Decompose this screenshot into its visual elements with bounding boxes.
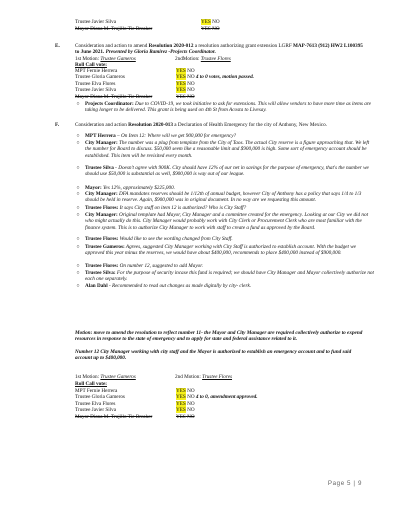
comment-speaker: City Manager:	[85, 212, 118, 218]
roll-call-label: Roll Call vote:	[75, 62, 107, 68]
comment-speaker: Mayor:	[85, 185, 102, 191]
vote-value	[176, 68, 195, 74]
vote-name: Mayor Diana M. Trujillo Tie Breaker	[75, 26, 153, 32]
vote-yes: YES	[176, 400, 186, 407]
bullet: ○	[76, 205, 80, 211]
comment-text: Yes 12%, approximately $225,000.	[101, 185, 175, 191]
comment-item	[85, 283, 375, 289]
vote-name: Mayor Diana M. Trujillo Tie Breaker	[75, 413, 153, 420]
comment-text: On number 12, suggested to add Mayor.	[118, 263, 203, 269]
item-e-text: Consideration and action to amend	[75, 43, 149, 49]
comment-item	[85, 133, 375, 139]
vote-value	[176, 388, 195, 394]
vote-yes: YES	[176, 68, 186, 74]
vote-note: 4 to 0, amendment approved.	[195, 394, 258, 401]
item-e-text: a resolution authorizing grant extension LGRF	[193, 43, 294, 49]
vote-value	[201, 19, 220, 25]
vote-yes: YES	[201, 26, 211, 32]
vote-note: 4 to 0 votes, motion passed.	[195, 74, 254, 81]
vote-no: NO	[212, 19, 220, 25]
comment-text: Agrees, suggested City Manager working with City Staff is authorized to establish account. With the budget we approved this year minus the reserves, we would have about $400,000, recommends to place $400,000 instead of $900,000.	[85, 244, 356, 257]
bullet: ○	[76, 191, 80, 197]
vote-name: MPT Fernie Herrera	[75, 388, 118, 394]
vote-yes: YES	[176, 388, 186, 394]
comment-text: DFA mandates reserves should be 1/12th of annual budget, however City of Anthony has a policy that says 1/4 to 1/3 should be held in reserve. Again, $900,000 was in original document. In no way are we requesting this amount.	[85, 191, 362, 204]
item-e-comment	[85, 101, 375, 114]
motion1-value: Trustee Gameros	[100, 56, 136, 62]
vote-yes: YES	[176, 413, 186, 420]
vote-no: NO	[187, 68, 195, 74]
comment-speaker: Alan Dahl	[85, 283, 108, 289]
item-f-motion2	[175, 374, 232, 380]
bullet: ○	[76, 165, 80, 171]
item-f-letter: F.	[55, 122, 59, 128]
item-e-motion2	[175, 56, 231, 62]
comment-item	[85, 205, 375, 211]
comment-speaker: Trustee Gameros:	[85, 244, 125, 250]
comment-text: – On Item 12: Where will we get 900,000 for emergency?	[115, 133, 237, 139]
vote-yes: YES	[176, 74, 186, 81]
vote-no: NO	[187, 394, 195, 401]
motion-text: Motion: move to amend the resolution to reflect number 11- the Mayor and City Manager are required collectively authorize to expend resources in response to the state of emergency and to apply for state and federal assistance related to it.	[75, 330, 363, 343]
vote-value	[176, 87, 195, 93]
vote-name: MPT Fernie Herrera	[75, 68, 118, 74]
comment-item	[85, 270, 375, 283]
comment-item	[85, 165, 375, 178]
vote-value	[176, 407, 195, 413]
page-number: Page 5 | 9	[327, 480, 362, 487]
vote-value	[176, 74, 254, 80]
motion2-value: Trustee Flores	[202, 374, 233, 380]
vote-no: NO	[187, 413, 195, 420]
vote-value	[176, 81, 195, 87]
vote-no: NO	[187, 400, 195, 407]
comment-speaker: Trustee Silva	[85, 165, 114, 171]
item-f-heading	[75, 122, 365, 128]
motion2-label: 2nd Motion:	[175, 374, 201, 380]
vote-yes: YES	[176, 394, 186, 401]
vote-no: NO	[212, 26, 220, 32]
comment-text: - Recommended to read out changes as made digitally by city- clerk.	[107, 283, 252, 289]
vote-value	[176, 401, 195, 407]
item-f-motions	[75, 374, 136, 380]
bullet: ○	[76, 283, 80, 289]
vote-value	[176, 94, 195, 100]
bullet: ○	[76, 185, 80, 191]
bullet: ○	[76, 244, 80, 250]
comment-speaker: Trustee Flores:	[85, 236, 119, 242]
comment-item	[85, 244, 375, 257]
comment-item	[85, 191, 375, 204]
vote-name: Trustee Javier Silva	[75, 19, 117, 25]
comment-speaker: Projects Coordinator:	[85, 101, 134, 107]
vote-no: NO	[187, 87, 195, 94]
comment-speaker: Trustee Flores:	[85, 205, 119, 211]
comment-text: Due to COVID-19, we took initiative to ask for extensions. This will allow vendors to have more time as items are taking longer to be delivered. This grant is being used on 4th St from Acosta to Livesay.	[85, 101, 371, 114]
vote-no: NO	[187, 93, 195, 100]
item-e-resolution: Resolution 2020-012	[148, 43, 194, 49]
comment-speaker: Trustee Silva:	[85, 270, 116, 276]
item-f-text: Consideration and action	[75, 122, 129, 128]
bullet: ○	[76, 212, 80, 218]
vote-name: Trustee Javier Silva	[75, 407, 117, 414]
comment-item	[85, 212, 375, 231]
motion2-value: Trustee Flores	[200, 56, 231, 62]
comment-speaker: Trustee Flores:	[85, 263, 119, 269]
vote-value	[201, 26, 220, 32]
vote-value	[176, 394, 258, 400]
vote-name: Trustee Elva Flores	[75, 400, 116, 407]
vote-yes: YES	[176, 407, 186, 414]
item-f-text: a Declaration of Health Emergency for the city of Anthony, New Mexico.	[173, 122, 327, 128]
item-e-map: MAP-7613 (912) HW2 L100395 to June 2021.	[75, 43, 363, 56]
vote-name: Trustee Javier Silva	[75, 87, 117, 94]
item-f-resolution: Resolution 2020-013	[128, 122, 173, 128]
bullet: ○	[76, 133, 80, 139]
item-e-presenter: Presented by Gloria Ramirez -Projects Coordinator.	[105, 49, 216, 56]
bullet: ○	[76, 101, 80, 107]
comment-item	[85, 236, 375, 242]
bullet: ○	[76, 236, 80, 242]
item-e-heading	[75, 43, 365, 56]
comment-item	[85, 263, 375, 269]
comment-speaker: City Manager:	[85, 140, 118, 146]
comment-text: - Doesn't agree with 900K. City should have 12% of our net in savings for the purpose of emergency, that's the number we should use $50,000 is substantial as well, $900,000 is way out of our league.	[85, 165, 369, 178]
vote-name: Mayor Diana M. Trujillo Tie Breaker	[75, 93, 153, 100]
vote-no: NO	[187, 80, 195, 87]
comment-text: For the purpose of security incase this fund is required; we should have City Manager and Mayor collectively authorize not each one separately.	[85, 270, 374, 283]
vote-no: NO	[187, 74, 195, 81]
bullet: ○	[76, 263, 80, 269]
vote-yes: YES	[201, 19, 211, 25]
bullet: ○	[76, 140, 80, 146]
vote-yes: YES	[176, 93, 186, 100]
item-e-letter: E.	[55, 43, 60, 49]
comment-text: Would like to see the wording changed from City Staff.	[118, 236, 233, 242]
motion1-label: 1st Motion:	[75, 374, 100, 380]
vote-value	[176, 414, 195, 420]
motion1-value: Trustee Gameros	[100, 374, 136, 380]
vote-name: Trustee Elva Flores	[75, 80, 116, 87]
vote-yes: YES	[176, 80, 186, 87]
comment-speaker: MPT Herrera	[85, 133, 116, 139]
comment-text: It says City staff on item 12 is authorized? Who is City Staff?	[118, 205, 247, 211]
roll-call-label: Roll Call vote:	[75, 381, 107, 387]
vote-name: Trustee Gloria Gameros	[75, 74, 125, 81]
bullet: ○	[76, 270, 80, 276]
vote-yes: YES	[176, 87, 186, 94]
vote-name: Trustee Gloria Gameros	[75, 394, 125, 401]
motion1-label: 1st Motion:	[75, 56, 100, 62]
motion-text-number-12: Number 12 City Manager working with city staff and the Mayor is authorized to establish an emergency account and to fund said account up to $400,000.	[75, 349, 352, 362]
comment-speaker: City Manager:	[85, 191, 118, 197]
comment-text: The number was a plug from template from the City of Taos. The actual City reserve is a figure approaching that. We left the number for Board to discuss. $50,000 seem like a reasonable limit and $900,000 is high. Some sort of emergency account should be established. This item will be revisited every month.	[85, 140, 370, 159]
vote-no: NO	[187, 388, 195, 394]
comment-item	[85, 140, 375, 159]
vote-no: NO	[187, 407, 195, 414]
motion2-label: 2ndMotion:	[175, 56, 200, 62]
comment-text: Original template had Mayor, City Manager and a committee created for the emergency. Looking at our City we did not who might actually do this. City Manager would probably work with City Clerk or Procurement Clerk who are most familiar with the finance system. This is to authorize City Manager to work with staff to create a fund as approved by the Board.	[85, 212, 369, 231]
